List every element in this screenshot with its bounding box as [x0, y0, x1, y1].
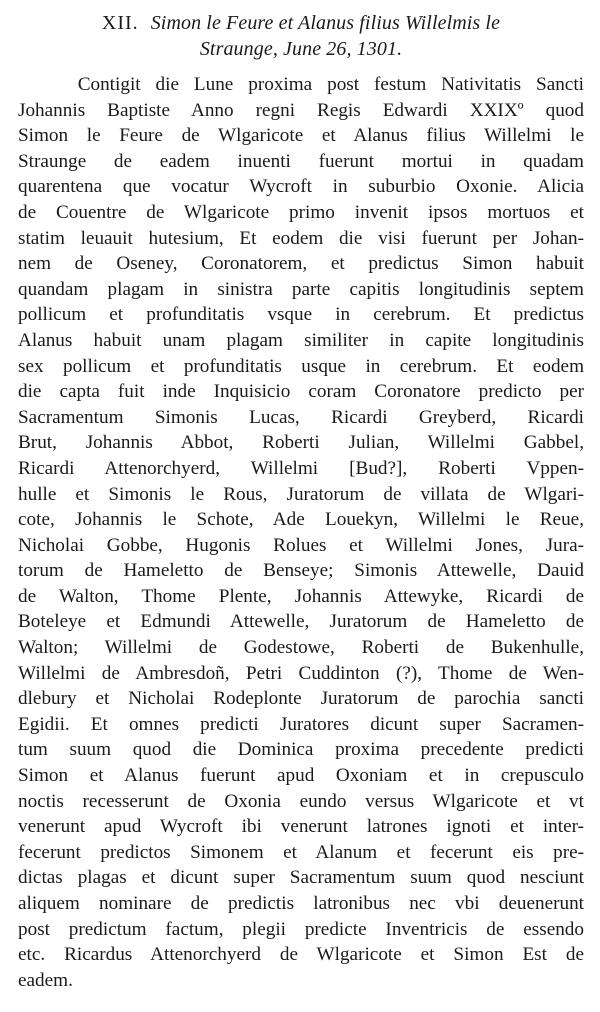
text-line: statim leuauit hutesium, Et eodem die visi fuerunt per Johan-	[18, 227, 584, 249]
text-line: de Couentre de Wlgaricote primo invenit ipsos mortuos et	[18, 201, 584, 223]
text-line: noctis recesserunt de Oxonia eundo versus Wlgaricote et vt	[18, 790, 584, 812]
text-line: quarentena que vocatur Wycroft in suburbio Oxonie. Alicia	[18, 176, 584, 198]
text-line: Straunge de eadem inuenti fuerunt mortui in quadam	[18, 150, 584, 172]
text-line: nem de Oseney, Coronatorem, et predictus Simon habuit	[18, 253, 584, 275]
text-line: die capta fuit inde Inquisicio coram Coronatore predicto per	[18, 381, 584, 403]
text-line: pollicum et profunditatis vsque in cerebrum. Et predictus	[18, 304, 584, 326]
text-line: Boteleye et Edmundi Attewelle, Juratorum de Hameletto de	[18, 611, 584, 633]
heading-line-2: Straunge, June 26, 1301.	[199, 38, 403, 60]
entry-number: XII.	[101, 12, 139, 34]
document-heading	[18, 10, 584, 62]
document-body	[18, 72, 584, 993]
text-line: Sacramentum Simonis Lucas, Ricardi Greyberd, Ricardi	[18, 406, 584, 428]
text-line: post predictum factum, plegii predicte Inventricis de essendo	[18, 918, 584, 940]
text-line: Willelmi de Ambresdoñ, Petri Cuddinton (?), Thome de Wen-	[18, 662, 584, 684]
text-line: aliquem nominare de predictis latronibus nec vbi deuenerunt	[18, 893, 584, 914]
text-line: Simon et Alanus fuerunt apud Oxoniam et in crepusculo	[18, 765, 584, 787]
text-line: sex pollicum et profunditatis usque in cerebrum. Et eodem	[18, 355, 584, 377]
text-line: Brut, Johannis Abbot, Roberti Julian, Willelmi Gabbel,	[18, 432, 584, 454]
document-page	[18, 10, 584, 993]
text-line: Ricardi Attenorchyerd, Willelmi [Bud?], Roberti Vppen-	[18, 457, 584, 479]
text-line: tum suum quod die Dominica proxima precedente predicti	[18, 739, 584, 761]
text-line: Alanus habuit unam plagam similiter in capite longitudinis	[18, 329, 584, 351]
text-line: Walton; Willelmi de Godestowe, Roberti de Bukenhulle,	[18, 637, 584, 659]
heading-line-1	[18, 10, 584, 36]
text-line: Johannis Baptiste Anno regni Regis Edwardi XXIXº quod	[18, 99, 584, 121]
text-line: dlebury et Nicholai Rodeplonte Juratorum de parochia sancti	[18, 688, 584, 710]
text-line: Simon le Feure de Wlgaricote et Alanus filius Willelmi le	[18, 125, 584, 147]
text-line: Contigit die Lune proxima post festum Nativitatis Sancti	[18, 74, 584, 95]
text-line: torum de Hameletto de Benseye; Simonis Attewelle, Dauid	[18, 560, 584, 582]
text-line: Egidii. Et omnes predicti Juratores dicunt super Sacramen-	[18, 713, 584, 735]
text-line: hulle et Simonis le Rous, Juratorum de villata de Wlgari-	[18, 483, 584, 505]
text-line: quandam plagam in sinistra parte capitis longitudinis septem	[18, 278, 584, 300]
text-line: Nicholai Gobbe, Hugonis Rolues et Willelmi Jones, Jura-	[18, 534, 584, 556]
text-line: dictas plagas et dicunt super Sacramentum suum quod nesciunt	[18, 867, 584, 889]
text-line: etc. Ricardus Attenorchyerd de Wlgaricote et Simon Est de	[18, 944, 584, 966]
text-line: de Walton, Thome Plente, Johannis Attewyke, Ricardi de	[18, 585, 584, 607]
entry-title: Simon le Feure et Alanus filius Willelmis le	[150, 12, 501, 34]
text-line: fecerunt predictos Simonem et Alanum et fecerunt eis pre-	[18, 841, 584, 863]
text-line: eadem.	[18, 969, 73, 991]
text-line: venerunt apud Wycroft ibi venerunt latrones ignoti et inter-	[18, 816, 584, 838]
text-line: cote, Johannis le Schote, Ade Louekyn, Willelmi le Reue,	[18, 509, 584, 531]
